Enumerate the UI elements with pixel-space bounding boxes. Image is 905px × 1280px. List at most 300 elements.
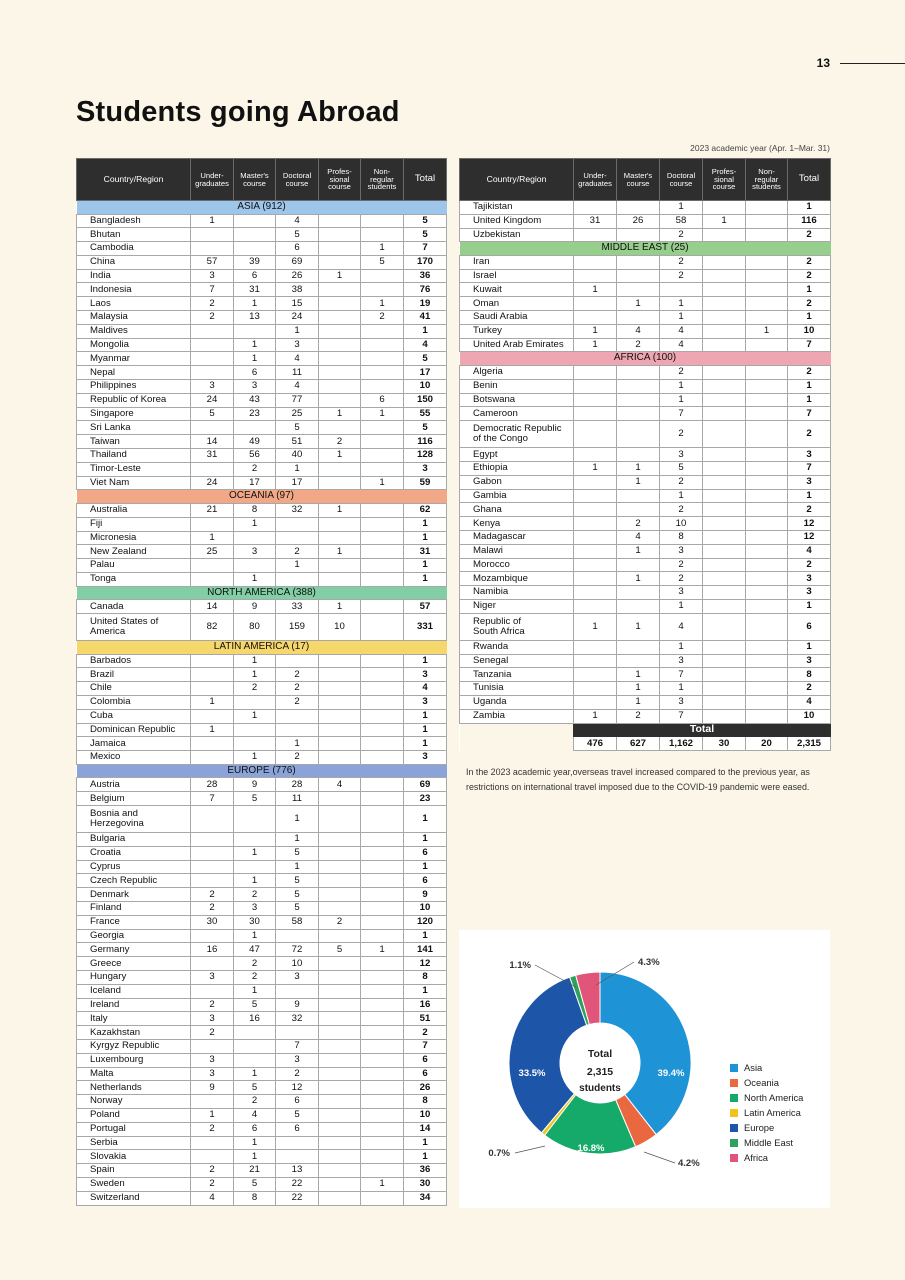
doctoral-cell: 1: [276, 832, 319, 846]
professional-cell: 1: [319, 600, 361, 614]
non-regular-cell: [361, 1108, 404, 1122]
total-cell: 1: [788, 640, 831, 654]
non-regular-cell: [361, 1164, 404, 1178]
masters-cell: 31: [234, 283, 276, 297]
doctoral-cell: 2: [660, 269, 703, 283]
country-name-cell: Slovakia: [77, 1150, 191, 1164]
doctoral-cell: 4: [660, 324, 703, 338]
country-name-cell: Benin: [460, 379, 574, 393]
doctoral-cell: 3: [660, 695, 703, 709]
slice-percent-label: 4.3%: [638, 957, 660, 968]
masters-cell: 9: [234, 778, 276, 792]
total-cell: 4: [788, 695, 831, 709]
total-cell: 6: [404, 1053, 447, 1067]
undergraduates-cell: [574, 393, 617, 407]
non-regular-cell: [361, 805, 404, 832]
masters-cell: [617, 503, 660, 517]
doctoral-cell: 1: [276, 462, 319, 476]
non-regular-cell: [746, 407, 788, 421]
undergraduates-cell: 5: [191, 407, 234, 421]
total-cell: 1: [788, 379, 831, 393]
undergraduates-cell: [574, 448, 617, 462]
professional-cell: [319, 1026, 361, 1040]
doctoral-cell: [276, 1136, 319, 1150]
doctoral-cell: 2: [276, 695, 319, 709]
masters-cell: 2: [234, 970, 276, 984]
total-cell: 3: [404, 462, 447, 476]
non-regular-cell: [361, 572, 404, 586]
undergraduates-cell: 24: [191, 393, 234, 407]
total-cell: 1: [404, 1150, 447, 1164]
table-row: [460, 379, 831, 393]
country-name-cell: Nepal: [77, 366, 191, 380]
table-row: [460, 613, 831, 640]
country-name-cell: Colombia: [77, 695, 191, 709]
doctoral-cell: 58: [660, 214, 703, 228]
total-cell: 3: [788, 572, 831, 586]
total-cell: 4: [404, 338, 447, 352]
undergraduates-cell: [574, 489, 617, 503]
table-row: [77, 476, 447, 490]
professional-cell: [703, 475, 746, 489]
non-regular-cell: [361, 1039, 404, 1053]
undergraduates-cell: [191, 1095, 234, 1109]
doctoral-cell: 10: [276, 957, 319, 971]
doctoral-cell: 1: [660, 201, 703, 215]
non-regular-cell: [746, 214, 788, 228]
total-cell: 141: [404, 943, 447, 957]
doctoral-cell: 3: [276, 970, 319, 984]
doctoral-cell: 1: [276, 324, 319, 338]
total-cell: 7: [788, 407, 831, 421]
country-name-cell: Sri Lanka: [77, 421, 191, 435]
undergraduates-cell: [191, 366, 234, 380]
country-name-cell: Ghana: [460, 503, 574, 517]
total-cell: 12: [404, 957, 447, 971]
professional-cell: [703, 228, 746, 242]
total-cell: 1: [404, 324, 447, 338]
masters-cell: 43: [234, 393, 276, 407]
non-regular-cell: [361, 545, 404, 559]
table-row: [77, 709, 447, 723]
undergraduates-cell: 7: [191, 792, 234, 806]
table-row: [77, 654, 447, 668]
doctoral-cell: 38: [276, 283, 319, 297]
total-cell: 1: [404, 572, 447, 586]
country-name-cell: Kenya: [460, 517, 574, 531]
total-cell: 1: [404, 531, 447, 545]
professional-cell: [319, 792, 361, 806]
total-cell: 59: [404, 476, 447, 490]
masters-cell: 1: [234, 654, 276, 668]
undergraduates-cell: 1: [574, 283, 617, 297]
legend-swatch: [730, 1079, 738, 1087]
table-row: [460, 421, 831, 448]
table-row: [77, 792, 447, 806]
professional-cell: [319, 1177, 361, 1191]
undergraduates-cell: [574, 311, 617, 325]
non-regular-cell: [746, 228, 788, 242]
total-cell: 23: [404, 792, 447, 806]
table-row: [77, 517, 447, 531]
table-row: [77, 805, 447, 832]
professional-cell: [319, 297, 361, 311]
professional-cell: [319, 737, 361, 751]
country-name-cell: Cyprus: [77, 860, 191, 874]
table-row: [460, 503, 831, 517]
undergraduates-cell: [574, 599, 617, 613]
total-cell: 14: [404, 1122, 447, 1136]
non-regular-cell: [361, 1122, 404, 1136]
professional-cell: [319, 1122, 361, 1136]
total-cell: 2: [788, 682, 831, 696]
table-row: [77, 421, 447, 435]
doctoral-cell: 2: [276, 682, 319, 696]
table-row: [460, 365, 831, 379]
non-regular-cell: [361, 929, 404, 943]
total-cell: 2: [788, 269, 831, 283]
total-cell: 1: [404, 709, 447, 723]
professional-cell: [319, 338, 361, 352]
table-row: [460, 640, 831, 654]
undergraduates-cell: 82: [191, 614, 234, 641]
country-name-cell: Uzbekistan: [460, 228, 574, 242]
undergraduates-cell: [574, 586, 617, 600]
doctoral-cell: 22: [276, 1191, 319, 1205]
non-regular-cell: [746, 475, 788, 489]
table-row: [77, 751, 447, 765]
country-name-cell: Madagascar: [460, 530, 574, 544]
table-row: [77, 998, 447, 1012]
professional-cell: [703, 365, 746, 379]
undergraduates-cell: [574, 530, 617, 544]
non-regular-cell: [746, 338, 788, 352]
donut-center-label: Total: [587, 1048, 613, 1060]
country-name-cell: Ireland: [77, 998, 191, 1012]
professional-cell: [703, 599, 746, 613]
non-regular-cell: 1: [361, 407, 404, 421]
masters-cell: 1: [617, 475, 660, 489]
table-row: [77, 366, 447, 380]
country-name-cell: Serbia: [77, 1136, 191, 1150]
legend-swatch: [730, 1109, 738, 1117]
country-name-cell: Palau: [77, 559, 191, 573]
masters-cell: 23: [234, 407, 276, 421]
doctoral-cell: 1: [660, 393, 703, 407]
doctoral-cell: 2: [276, 751, 319, 765]
undergraduates-cell: 2: [191, 1122, 234, 1136]
professional-cell: [703, 640, 746, 654]
masters-cell: [234, 228, 276, 242]
table-row: [77, 572, 447, 586]
doctoral-cell: 4: [660, 613, 703, 640]
total-cell: 3: [788, 654, 831, 668]
masters-cell: 1: [234, 668, 276, 682]
professional-cell: [319, 255, 361, 269]
masters-cell: [234, 214, 276, 228]
table-row: [460, 558, 831, 572]
grand-total-non-regular: 20: [746, 737, 788, 751]
masters-cell: 6: [234, 366, 276, 380]
non-regular-cell: [361, 1067, 404, 1081]
total-cell: 2: [788, 558, 831, 572]
country-name-cell: Spain: [77, 1164, 191, 1178]
total-cell: 5: [404, 421, 447, 435]
masters-cell: 1: [234, 984, 276, 998]
table-row: [460, 654, 831, 668]
non-regular-cell: [361, 380, 404, 394]
masters-cell: [234, 805, 276, 832]
table-row: [77, 984, 447, 998]
doctoral-cell: 3: [276, 338, 319, 352]
undergraduates-cell: 7: [191, 283, 234, 297]
header-non-regular-students: Non- regular students: [361, 159, 404, 201]
masters-cell: [234, 832, 276, 846]
doctoral-cell: 58: [276, 915, 319, 929]
non-regular-cell: [361, 682, 404, 696]
legend-item: [730, 1135, 803, 1150]
undergraduates-cell: [574, 682, 617, 696]
professional-cell: [703, 283, 746, 297]
table-row: [460, 324, 831, 338]
total-cell: 36: [404, 269, 447, 283]
professional-cell: [703, 489, 746, 503]
country-name-cell: Tanzania: [460, 668, 574, 682]
doctoral-cell: [276, 531, 319, 545]
country-name-cell: Gambia: [460, 489, 574, 503]
country-name-cell: Botswana: [460, 393, 574, 407]
professional-cell: [703, 530, 746, 544]
table-row: [460, 407, 831, 421]
doctoral-cell: 2: [276, 545, 319, 559]
non-regular-cell: [361, 1012, 404, 1026]
total-cell: 1: [404, 984, 447, 998]
professional-cell: [319, 723, 361, 737]
undergraduates-cell: [574, 558, 617, 572]
doctoral-cell: 1: [276, 737, 319, 751]
non-regular-cell: [361, 283, 404, 297]
grand-total-blank: [460, 737, 574, 751]
total-cell: 6: [788, 613, 831, 640]
country-name-cell: Fiji: [77, 517, 191, 531]
total-cell: 9: [404, 888, 447, 902]
table-row: [77, 462, 447, 476]
masters-cell: 49: [234, 435, 276, 449]
total-cell: 2: [788, 297, 831, 311]
doctoral-cell: [276, 709, 319, 723]
doctoral-cell: 2: [660, 228, 703, 242]
professional-cell: [319, 228, 361, 242]
masters-cell: 9: [234, 600, 276, 614]
country-name-cell: Bosnia and Herzegovina: [77, 805, 191, 832]
total-cell: 1: [788, 201, 831, 215]
legend-label: Latin America: [744, 1107, 801, 1118]
country-name-cell: Switzerland: [77, 1191, 191, 1205]
region-header: ASIA (912): [77, 201, 447, 215]
professional-cell: 4: [319, 778, 361, 792]
table-row: [77, 435, 447, 449]
total-cell: 10: [788, 709, 831, 723]
undergraduates-cell: 1: [191, 214, 234, 228]
table-row: [77, 242, 447, 256]
non-regular-cell: [746, 586, 788, 600]
doctoral-cell: 1: [660, 297, 703, 311]
masters-cell: 1: [234, 929, 276, 943]
table-row: [77, 1164, 447, 1178]
undergraduates-cell: 31: [574, 214, 617, 228]
professional-cell: [319, 214, 361, 228]
professional-cell: [703, 558, 746, 572]
doctoral-cell: 4: [276, 380, 319, 394]
masters-cell: [234, 1053, 276, 1067]
undergraduates-cell: [191, 929, 234, 943]
masters-cell: [617, 407, 660, 421]
professional-cell: [319, 970, 361, 984]
undergraduates-cell: [574, 421, 617, 448]
professional-cell: [319, 476, 361, 490]
doctoral-cell: 1: [660, 489, 703, 503]
country-name-cell: Tajikistan: [460, 201, 574, 215]
doctoral-cell: [276, 723, 319, 737]
non-regular-cell: [361, 1095, 404, 1109]
professional-cell: 2: [319, 915, 361, 929]
table-row: [77, 614, 447, 641]
professional-cell: [319, 1108, 361, 1122]
country-name-cell: Rwanda: [460, 640, 574, 654]
table-row: [77, 846, 447, 860]
professional-cell: [319, 517, 361, 531]
country-name-cell: Malawi: [460, 544, 574, 558]
non-regular-cell: [361, 915, 404, 929]
doctoral-cell: 5: [276, 228, 319, 242]
undergraduates-cell: 1: [191, 723, 234, 737]
undergraduates-cell: [191, 654, 234, 668]
country-name-cell: Taiwan: [77, 435, 191, 449]
doctoral-cell: 5: [660, 461, 703, 475]
slice-percent-label: 4.2%: [678, 1158, 700, 1169]
country-name-cell: Cuba: [77, 709, 191, 723]
professional-cell: [703, 709, 746, 723]
doctoral-cell: 40: [276, 449, 319, 463]
non-regular-cell: [361, 998, 404, 1012]
table-row: [460, 201, 831, 215]
table-row: [77, 929, 447, 943]
table-header-row: [77, 159, 447, 201]
table-row: [77, 695, 447, 709]
masters-cell: [234, 737, 276, 751]
total-cell: 1: [404, 1136, 447, 1150]
undergraduates-cell: 1: [574, 613, 617, 640]
undergraduates-cell: [574, 269, 617, 283]
total-cell: 3: [788, 475, 831, 489]
total-cell: 2: [788, 365, 831, 379]
undergraduates-cell: 2: [191, 888, 234, 902]
doctoral-cell: 7: [660, 668, 703, 682]
undergraduates-cell: 2: [191, 998, 234, 1012]
total-cell: 6: [404, 846, 447, 860]
non-regular-cell: [746, 379, 788, 393]
masters-cell: [617, 640, 660, 654]
doctoral-cell: 4: [276, 214, 319, 228]
total-cell: 26: [404, 1081, 447, 1095]
non-regular-cell: [361, 531, 404, 545]
country-name-cell: Laos: [77, 297, 191, 311]
table-row: [77, 559, 447, 573]
table-row: [77, 1136, 447, 1150]
undergraduates-cell: [574, 228, 617, 242]
masters-cell: 30: [234, 915, 276, 929]
undergraduates-cell: [574, 668, 617, 682]
total-cell: 120: [404, 915, 447, 929]
doctoral-cell: 6: [276, 242, 319, 256]
masters-cell: 6: [234, 269, 276, 283]
professional-cell: [319, 695, 361, 709]
doctoral-cell: 8: [660, 530, 703, 544]
undergraduates-cell: [191, 737, 234, 751]
undergraduates-cell: [574, 654, 617, 668]
professional-cell: [319, 957, 361, 971]
total-cell: 10: [788, 324, 831, 338]
non-regular-cell: [361, 957, 404, 971]
chart-legend: [730, 1060, 803, 1165]
table-row: [77, 668, 447, 682]
non-regular-cell: [746, 503, 788, 517]
professional-cell: [319, 860, 361, 874]
table-row: [77, 503, 447, 517]
total-cell: 6: [404, 1067, 447, 1081]
non-regular-cell: [746, 489, 788, 503]
country-name-cell: Maldives: [77, 324, 191, 338]
country-name-cell: Poland: [77, 1108, 191, 1122]
masters-cell: [617, 379, 660, 393]
professional-cell: [703, 695, 746, 709]
doctoral-cell: 6: [276, 1122, 319, 1136]
professional-cell: [319, 572, 361, 586]
professional-cell: [703, 613, 746, 640]
country-name-cell: Micronesia: [77, 531, 191, 545]
header-total: Total: [404, 159, 447, 201]
professional-cell: 1: [319, 503, 361, 517]
doctoral-cell: 33: [276, 600, 319, 614]
undergraduates-cell: [191, 1150, 234, 1164]
masters-cell: 2: [234, 1095, 276, 1109]
professional-cell: [319, 393, 361, 407]
undergraduates-cell: [191, 338, 234, 352]
header-undergraduates: Under- graduates: [191, 159, 234, 201]
undergraduates-cell: [191, 1039, 234, 1053]
masters-cell: 8: [234, 1191, 276, 1205]
non-regular-cell: [361, 1053, 404, 1067]
masters-cell: 3: [234, 380, 276, 394]
professional-cell: [319, 380, 361, 394]
header-professional-course: Profes- sional course: [319, 159, 361, 201]
masters-cell: 26: [617, 214, 660, 228]
region-header: NORTH AMERICA (388): [77, 586, 447, 600]
undergraduates-cell: 3: [191, 970, 234, 984]
country-name-cell: New Zealand: [77, 545, 191, 559]
masters-cell: 5: [234, 1081, 276, 1095]
total-cell: 1: [404, 654, 447, 668]
table-row: [77, 737, 447, 751]
undergraduates-cell: [574, 544, 617, 558]
non-regular-cell: [746, 682, 788, 696]
professional-cell: [319, 832, 361, 846]
region-header-row: [460, 352, 831, 366]
legend-swatch: [730, 1094, 738, 1102]
doctoral-cell: 1: [660, 379, 703, 393]
undergraduates-cell: 1: [574, 709, 617, 723]
undergraduates-cell: [191, 1136, 234, 1150]
